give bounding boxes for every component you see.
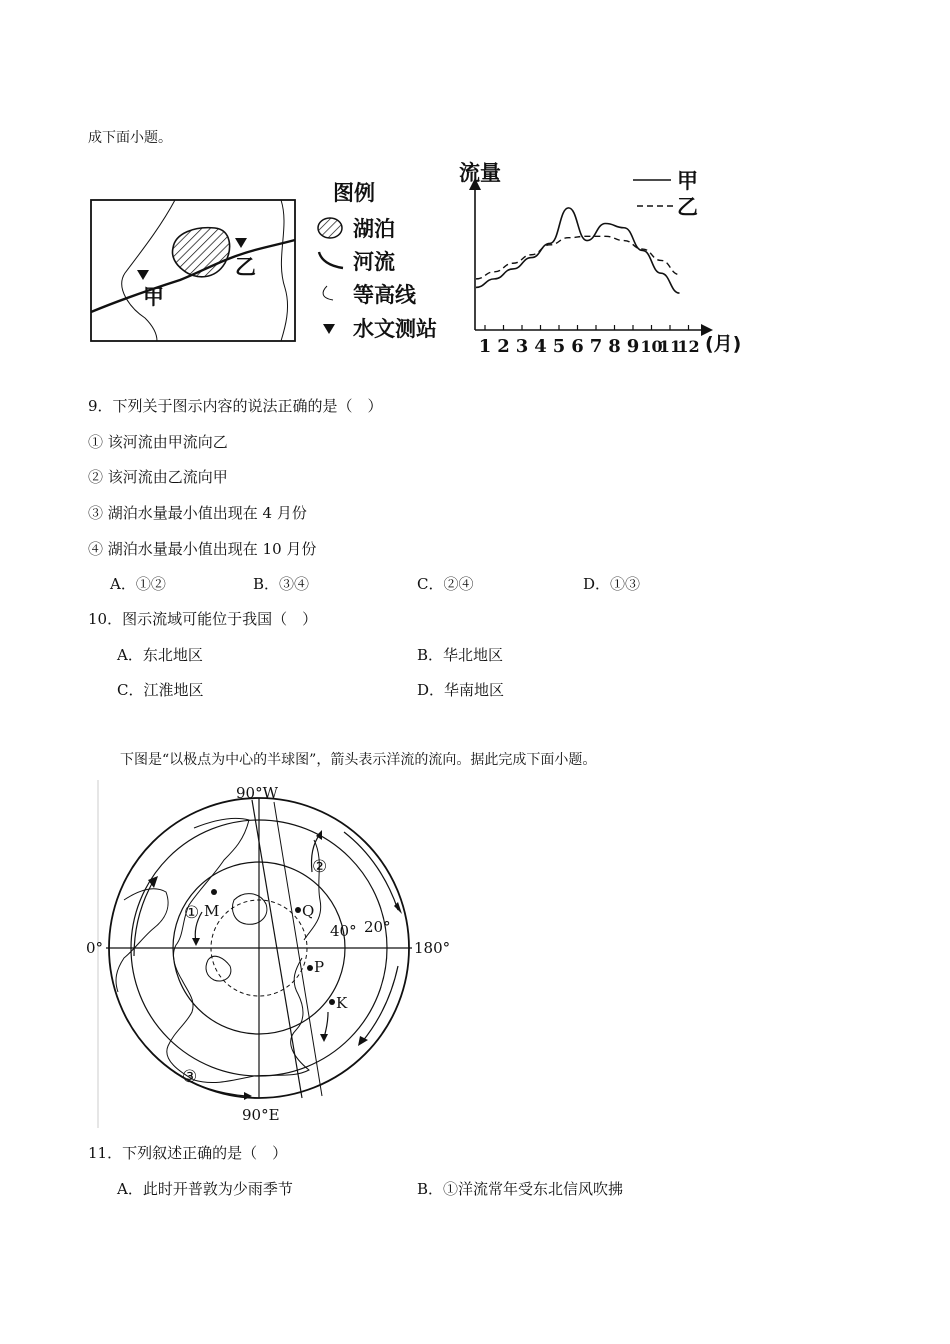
legend-title: 图例 bbox=[333, 181, 375, 205]
q11-option-a[interactable]: A．此时开普敦为少雨季节 bbox=[117, 1180, 293, 1198]
q9-statement-1: ① 该河流由甲流向乙 bbox=[88, 433, 228, 451]
x-tick-label: 5 bbox=[552, 336, 566, 357]
map-label-jia: 甲 bbox=[143, 285, 164, 309]
q9-option-d[interactable]: D．①③ bbox=[583, 575, 641, 593]
label-current-3: ③ bbox=[182, 1067, 198, 1087]
q9-stem: 9．下列关于图示内容的说法正确的是（ ） bbox=[88, 397, 383, 415]
label-180: 180° bbox=[414, 939, 451, 957]
x-tick-label: 2 bbox=[497, 336, 510, 357]
q10-option-c[interactable]: C．江淮地区 bbox=[117, 681, 204, 699]
x-tick-label: 1 bbox=[478, 336, 492, 357]
day-night-line-2 bbox=[274, 802, 325, 1096]
current-arrow-outer-east bbox=[344, 832, 398, 910]
figure-2-polar-map bbox=[84, 780, 464, 1130]
legend-contour-icon bbox=[323, 286, 333, 300]
current-arrow-outer-southeast bbox=[362, 966, 398, 1042]
label-0: 0° bbox=[86, 939, 104, 957]
q10-option-a[interactable]: A．东北地区 bbox=[117, 646, 203, 664]
x-tick-label: 9 bbox=[626, 336, 640, 357]
label-90e: 90°E bbox=[242, 1106, 280, 1124]
chart-legend-jia: 甲 bbox=[677, 169, 698, 193]
x-tick-label: 10 bbox=[640, 337, 663, 356]
continent-outline bbox=[233, 894, 267, 925]
legend-river-icon bbox=[319, 252, 343, 268]
map-legend bbox=[318, 181, 437, 341]
q9-statement-2: ② 该河流由乙流向甲 bbox=[88, 468, 228, 486]
x-tick-label: 8 bbox=[608, 336, 621, 357]
x-tick-label: 12 bbox=[677, 337, 700, 356]
series-line-jia bbox=[476, 208, 680, 293]
q10-stem: 10．图示流域可能位于我国（ ） bbox=[88, 610, 318, 628]
chart-y-label: 流量 bbox=[459, 161, 501, 185]
point-p bbox=[307, 965, 313, 971]
legend-river-label: 河流 bbox=[353, 250, 395, 274]
chart-unit-label: (月) bbox=[705, 333, 742, 355]
continent-outline bbox=[167, 818, 309, 1082]
lake-shape bbox=[172, 228, 229, 277]
intro-tail: 成下面小题。 bbox=[88, 130, 172, 146]
contour-line bbox=[281, 200, 288, 341]
figure-1 bbox=[85, 158, 765, 363]
chart-legend-yi: 乙 bbox=[677, 195, 698, 219]
label-p: P bbox=[314, 958, 325, 976]
legend-lake-icon bbox=[318, 218, 342, 238]
label-k: K bbox=[336, 994, 348, 1012]
x-tick-label: 7 bbox=[589, 336, 603, 357]
label-current-1: ① bbox=[184, 903, 200, 923]
point-k bbox=[329, 999, 335, 1005]
label-90w: 90°W bbox=[236, 784, 279, 802]
map-label-yi: 乙 bbox=[235, 255, 256, 279]
station-marker-jia bbox=[137, 270, 149, 280]
label-lat-20: 20° bbox=[364, 918, 391, 936]
x-tick-label: 6 bbox=[571, 336, 584, 357]
station-marker-yi bbox=[235, 238, 247, 248]
label-q: Q bbox=[302, 902, 315, 920]
x-tick-label: 4 bbox=[534, 336, 547, 357]
legend-station-icon bbox=[323, 324, 335, 334]
legend-station-label: 水文测站 bbox=[353, 317, 437, 341]
q9-option-b[interactable]: B．③④ bbox=[253, 575, 310, 593]
continent-outline bbox=[206, 956, 231, 981]
q10-option-b[interactable]: B．华北地区 bbox=[417, 646, 504, 664]
q9-option-a[interactable]: A．①② bbox=[110, 575, 166, 593]
q9-option-c[interactable]: C．②④ bbox=[417, 575, 474, 593]
legend-contour-label: 等高线 bbox=[353, 283, 416, 307]
q11-stem: 11．下列叙述正确的是（ ） bbox=[88, 1144, 288, 1162]
point-m bbox=[211, 889, 217, 895]
basin-map bbox=[91, 200, 295, 341]
label-lat-40: 40° bbox=[330, 922, 357, 940]
q9-statement-4: ④ 湖泊水量最小值出现在 10 月份 bbox=[88, 540, 317, 558]
q11-option-b[interactable]: B．①洋流常年受东北信风吹拂 bbox=[417, 1180, 624, 1198]
intro-figure-2: 下图是“以极点为中心的半球图”，箭头表示洋流的流向。据此完成下面小题。 bbox=[120, 752, 597, 768]
discharge-chart bbox=[459, 161, 741, 357]
legend-lake-label: 湖泊 bbox=[353, 217, 395, 241]
x-tick-label: 11 bbox=[658, 337, 682, 356]
q10-option-d[interactable]: D．华南地区 bbox=[417, 681, 505, 699]
point-q bbox=[295, 907, 301, 913]
x-tick-label: 3 bbox=[515, 336, 529, 357]
q9-statement-3: ③ 湖泊水量最小值出现在 4 月份 bbox=[88, 504, 307, 522]
label-current-2: ② bbox=[312, 857, 328, 877]
label-m: M bbox=[204, 902, 220, 920]
continent-outline bbox=[116, 889, 168, 992]
series-line-yi bbox=[476, 236, 680, 279]
